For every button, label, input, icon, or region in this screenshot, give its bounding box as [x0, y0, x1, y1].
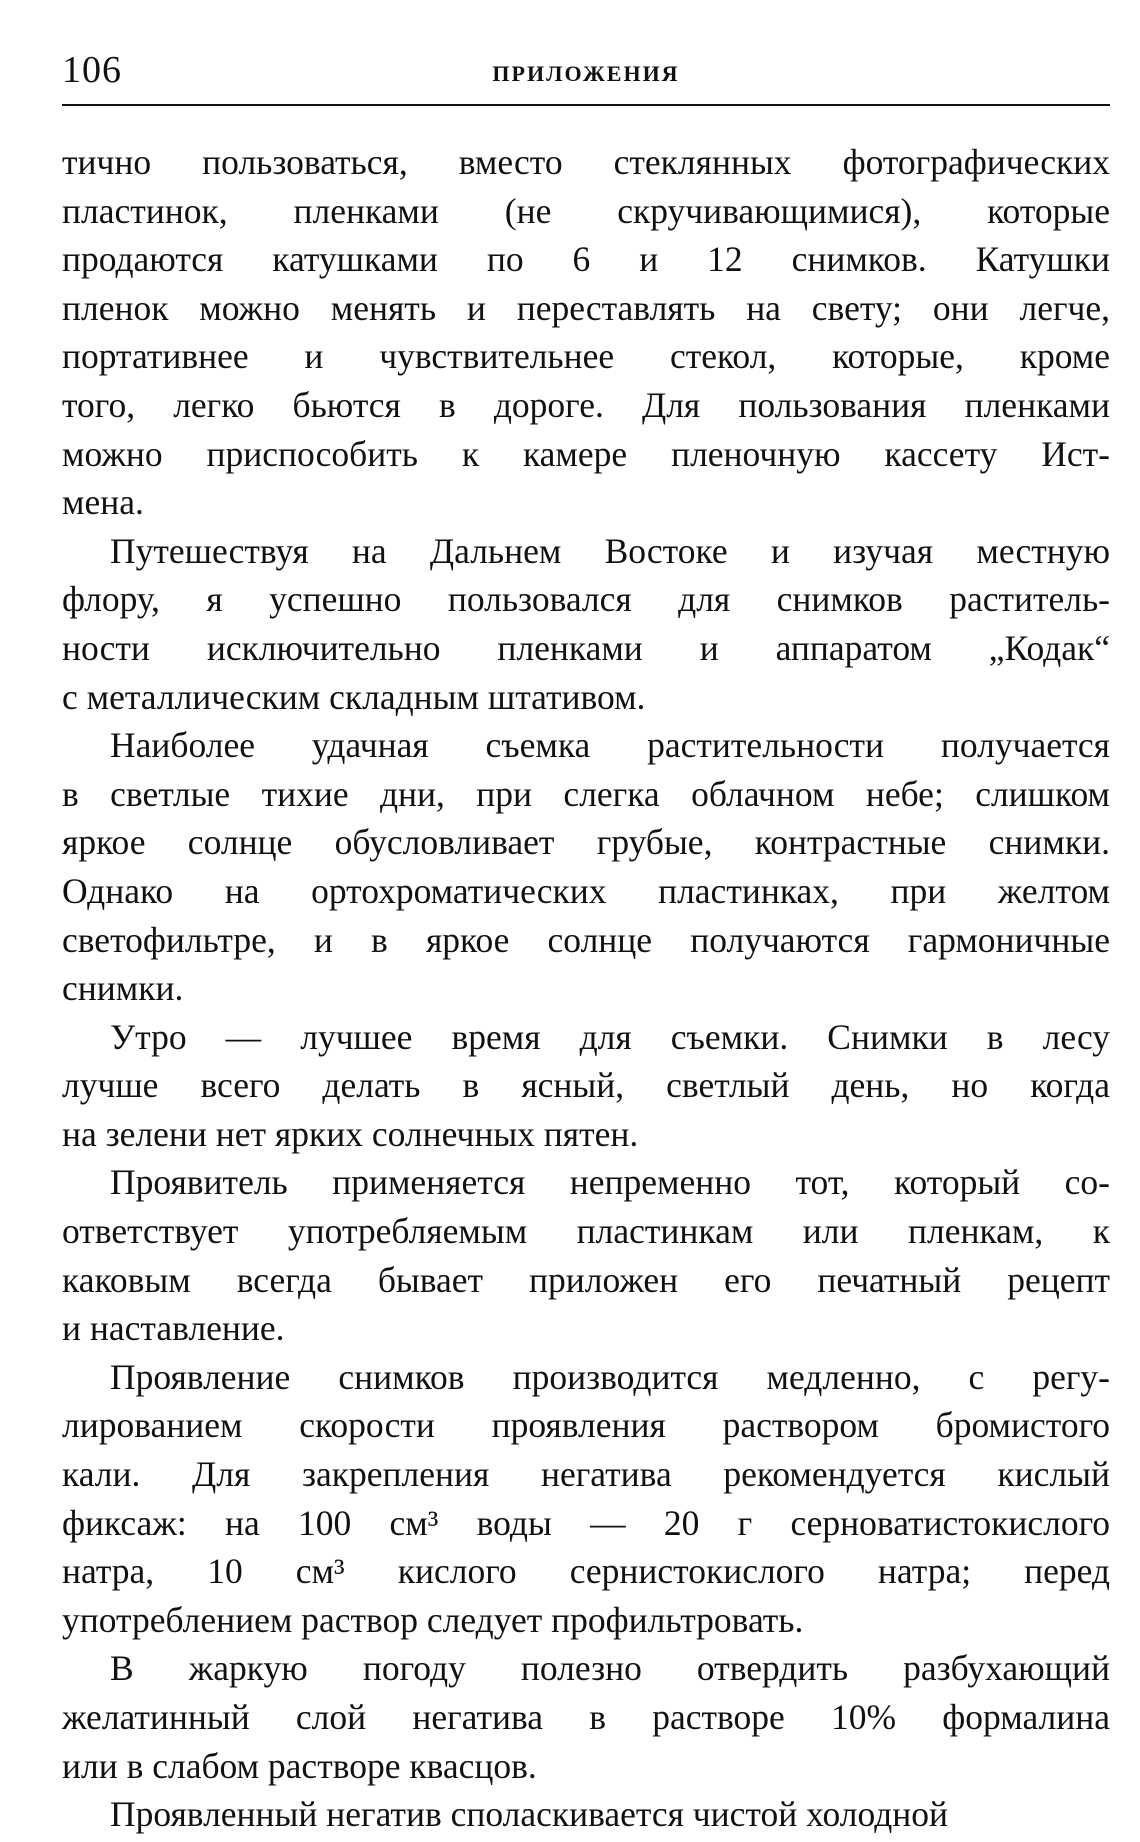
- text-line: лучше всего делать в ясный, светлый день, но когда: [62, 1065, 1110, 1106]
- page-number: 106: [62, 49, 122, 91]
- text-line: кали. Для закрепления негатива рекомендуется кислый: [62, 1454, 1110, 1495]
- text-line: Утро — лучшее время для съемки. Снимки в лесу: [110, 1016, 1110, 1057]
- text-line: и наставление.: [62, 1308, 285, 1349]
- running-title: ПРИЛОЖЕНИЯ: [492, 61, 680, 86]
- text-line: пластинок, пленками (не скручивающимися), которые: [62, 190, 1110, 231]
- text-line: натра, 10 см³ кислого сернистокислого натра; перед: [62, 1551, 1110, 1592]
- text-line: пленок можно менять и переставлять на свету; они легче,: [62, 287, 1110, 328]
- text-line: Путешествуя на Дальнем Востоке и изучая местную: [110, 530, 1110, 571]
- text-line: с металлическим складным штативом.: [62, 676, 646, 717]
- paragraph: [62, 721, 1110, 1013]
- text-line: Проявленный негатив споласкивается чистой холодной: [110, 1794, 949, 1835]
- paragraph: [62, 1158, 1110, 1352]
- text-line: или в слабом растворе квасцов.: [62, 1745, 537, 1786]
- paragraph: [62, 1644, 1110, 1790]
- text-line: в светлые тихие дни, при слегка облачном небе; слишком: [62, 773, 1110, 814]
- paragraph: [62, 1353, 1110, 1645]
- paragraph: [62, 1790, 1110, 1839]
- text-line: снимки.: [62, 968, 184, 1009]
- text-line: употреблением раствор следует профильтровать.: [62, 1599, 804, 1640]
- text-line: лированием скорости проявления раствором бромистого: [62, 1405, 1110, 1446]
- paragraph: [62, 527, 1110, 721]
- page-header: [62, 40, 1110, 100]
- text-line: Наиболее удачная съемка растительности получается: [110, 725, 1110, 766]
- text-line: можно приспособить к камере пленочную кассету Ист-: [62, 433, 1110, 474]
- text-line: портативнее и чувствительнее стекол, которые, кроме: [62, 336, 1110, 377]
- text-line: того, легко бьются в дороге. Для пользования пленками: [62, 384, 1110, 425]
- text-line: каковым всегда бывает приложен его печатный рецепт: [62, 1259, 1110, 1300]
- text-line: ности исключительно пленками и аппаратом „Кодак“: [62, 627, 1110, 668]
- header-rule: [62, 104, 1110, 106]
- body-text: [62, 138, 1110, 1839]
- text-line: Однако на ортохроматических пластинках, при желтом: [62, 870, 1110, 911]
- text-line: Проявление снимков производится медленно, с регу-: [110, 1356, 1110, 1397]
- paragraph: [62, 1013, 1110, 1159]
- text-line: В жаркую погоду полезно отвердить разбухающий: [110, 1648, 1110, 1689]
- text-line: флору, я успешно пользовался для снимков раститель-: [62, 579, 1110, 620]
- text-line: яркое солнце обусловливает грубые, контрастные снимки.: [62, 822, 1110, 863]
- text-line: светофильтре, и в яркое солнце получаются гармоничные: [62, 919, 1110, 960]
- text-line: тично пользоваться, вместо стеклянных фотографических: [62, 142, 1110, 182]
- paragraph: [62, 138, 1110, 527]
- text-line: ответствует употребляемым пластинкам или пленкам, к: [62, 1211, 1110, 1252]
- text-line: продаются катушками по 6 и 12 снимков. Катушки: [62, 239, 1110, 280]
- text-line: Проявитель применяется непременно тот, который со-: [110, 1162, 1110, 1203]
- text-line: мена.: [62, 482, 144, 523]
- text-line: желатинный слой негатива в растворе 10% формалина: [62, 1697, 1110, 1737]
- text-line: на зелени нет ярких солнечных пятен.: [62, 1113, 639, 1154]
- text-line: фиксаж: на 100 см³ воды — 20 г серноватистокислого: [62, 1502, 1110, 1543]
